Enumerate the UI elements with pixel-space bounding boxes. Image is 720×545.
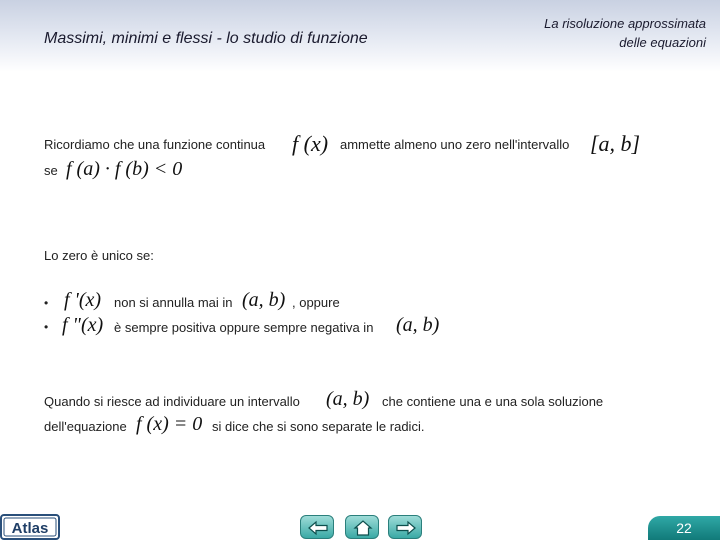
page-title: Massimi, minimi e flessi - lo studio di funzione bbox=[44, 30, 368, 47]
text-never-zero: non si annulla mai in bbox=[114, 295, 233, 310]
prev-slide-button[interactable] bbox=[300, 515, 334, 539]
page-number: 22 bbox=[648, 516, 720, 540]
arrow-left-icon bbox=[301, 516, 335, 540]
home-button[interactable] bbox=[345, 515, 379, 539]
bullet-marker: • bbox=[44, 320, 49, 334]
text-admits-zero: ammette almeno uno zero nell'intervallo bbox=[340, 137, 570, 152]
section-title-line1: La risoluzione approssimata bbox=[544, 16, 706, 31]
section-title bbox=[544, 14, 706, 52]
math-sign-condition: f (a) · f (b) < 0 bbox=[66, 158, 183, 180]
home-icon bbox=[346, 516, 380, 540]
arrow-right-icon bbox=[389, 516, 423, 540]
text-or: , oppure bbox=[292, 295, 340, 310]
next-slide-button[interactable] bbox=[388, 515, 422, 539]
math-second-derivative: f "(x) bbox=[62, 314, 104, 336]
text-roots-separated: si dice che si sono separate le radici. bbox=[212, 419, 425, 434]
text-recall: Ricordiamo che una funzione continua bbox=[44, 137, 266, 152]
math-closed-interval: [a, b] bbox=[590, 131, 641, 156]
logo-text: Atlas bbox=[11, 520, 49, 537]
text-one-solution: che contiene una e una sola soluzione bbox=[382, 394, 604, 409]
math-function-f: f (x) bbox=[292, 131, 329, 156]
atlas-logo bbox=[0, 514, 62, 540]
section-title-line2: delle equazioni bbox=[619, 35, 706, 50]
math-open-interval: (a, b) bbox=[326, 388, 370, 410]
math-open-interval: (a, b) bbox=[396, 314, 440, 336]
math-equation: f (x) = 0 bbox=[136, 413, 203, 435]
text-if: se bbox=[44, 163, 58, 178]
text-when-interval: Quando si riesce ad individuare un intervallo bbox=[44, 394, 300, 409]
math-first-derivative: f '(x) bbox=[64, 289, 102, 311]
text-of-equation: dell'equazione bbox=[44, 419, 127, 434]
bullet-marker: • bbox=[44, 296, 49, 310]
text-always-sign: è sempre positiva oppure sempre negativa in bbox=[114, 320, 374, 335]
header-bar bbox=[0, 0, 720, 72]
math-open-interval: (a, b) bbox=[242, 289, 286, 311]
text-unique-heading: Lo zero è unico se: bbox=[44, 248, 154, 263]
